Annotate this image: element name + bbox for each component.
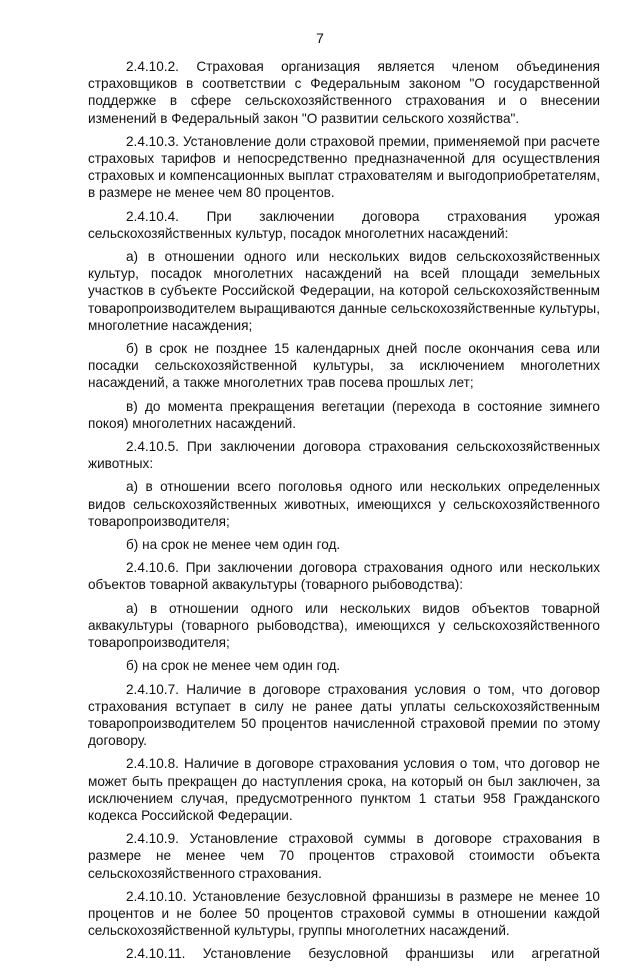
paragraph-2-4-10-5-b: б) на срок не менее чем один год. bbox=[126, 537, 341, 553]
page-number: 7 bbox=[316, 30, 324, 46]
paragraph-2-4-10-6-b: б) на срок не менее чем один год. bbox=[126, 658, 341, 674]
paragraph-2-4-10-4: 2.4.10.4. При заключении договора страхования урожая сельскохозяйственных культур, посадок многолетних насаждений: bbox=[88, 208, 600, 241]
paragraph-2-4-10-3: 2.4.10.3. Установление доли страховой премии, применяемой при расчете страховых тарифов и непосредственно предназначенной для осуществления страховых и компенсационных выплат страхователям и выгодоприобретателям, в размере не менее чем 80 процентов. bbox=[88, 133, 600, 201]
paragraph-2-4-10-8: 2.4.10.8. Наличие в договоре страхования условия о том, что договор не может быть прекращен до наступления срока, на который он был заключен, за исключением случая, предусмотренного пунктом 1 статьи 958 Гражданского кодекса Российской Федерации. bbox=[88, 756, 600, 823]
paragraph-2-4-10-4-v: в) до момента прекращения вегетации (перехода в состояние зимнего покоя) многолетних насаждений. bbox=[88, 398, 600, 431]
paragraph-2-4-10-5: 2.4.10.5. При заключении договора страхования сельскохозяйственных животных: bbox=[88, 439, 600, 472]
paragraph-2-4-10-10: 2.4.10.10. Установление безусловной франшизы в размере не менее 10 процентов и не более 50 процентов страховой суммы в отношении каждой сельскохозяйственной культуры, группы многолетних насаждений. bbox=[88, 888, 600, 939]
paragraph-2-4-10-11: 2.4.10.11. Установление безусловной франшизы или агрегатной bbox=[126, 946, 600, 962]
paragraph-2-4-10-4-b: б) в срок не позднее 15 календарных дней после окончания сева или посадки сельскохозяйственной культуры, за исключением многолетних насаждений, а также многолетних трав посева прошлых лет; bbox=[88, 341, 600, 391]
paragraph-2-4-10-6: 2.4.10.6. При заключении договора страхования одного или нескольких объектов товарной аквакультуры (товарного рыбоводства): bbox=[88, 560, 600, 593]
document-body bbox=[88, 58, 600, 969]
paragraph-2-4-10-2: 2.4.10.2. Страховая организация является членом объединения страховщиков в соответствии с Федеральным законом "О государственной поддержке в сфере сельскохозяйственного страхования и о внесении изменений в Федеральный закон "О развитии сельского хозяйства". bbox=[88, 59, 600, 126]
paragraph-2-4-10-5-a: а) в отношении всего поголовья одного или нескольких определенных видов сельскохозяйственных животных, имеющихся у сельскохозяйственного товаропроизводителя; bbox=[88, 479, 600, 529]
paragraph-2-4-10-9: 2.4.10.9. Установление страховой суммы в договоре страхования в размере не менее чем 70 процентов страховой стоимости объекта сельскохозяйственного страхования. bbox=[88, 831, 600, 881]
paragraph-2-4-10-7: 2.4.10.7. Наличие в договоре страхования условия о том, что договор страхования вступает в силу не ранее даты уплаты сельскохозяйственным товаропроизводителем 50 процентов начисленной страховой премии по этому договору. bbox=[88, 681, 600, 749]
paragraph-2-4-10-6-a: а) в отношении одного или нескольких видов объектов товарной аквакультуры (товарного рыбоводства), имеющихся у сельскохозяйственного товаропроизводителя; bbox=[88, 600, 600, 651]
paragraph-2-4-10-4-a: а) в отношении одного или нескольких видов сельскохозяйственных культур, посадок многолетних насаждений на всей площади земельных участков в субъекте Российской Федерации, на которой сельскохозяйственным товаропроизводителем выращиваются данные сельскохозяйственные культуры, многолетние насаждения; bbox=[88, 249, 600, 333]
